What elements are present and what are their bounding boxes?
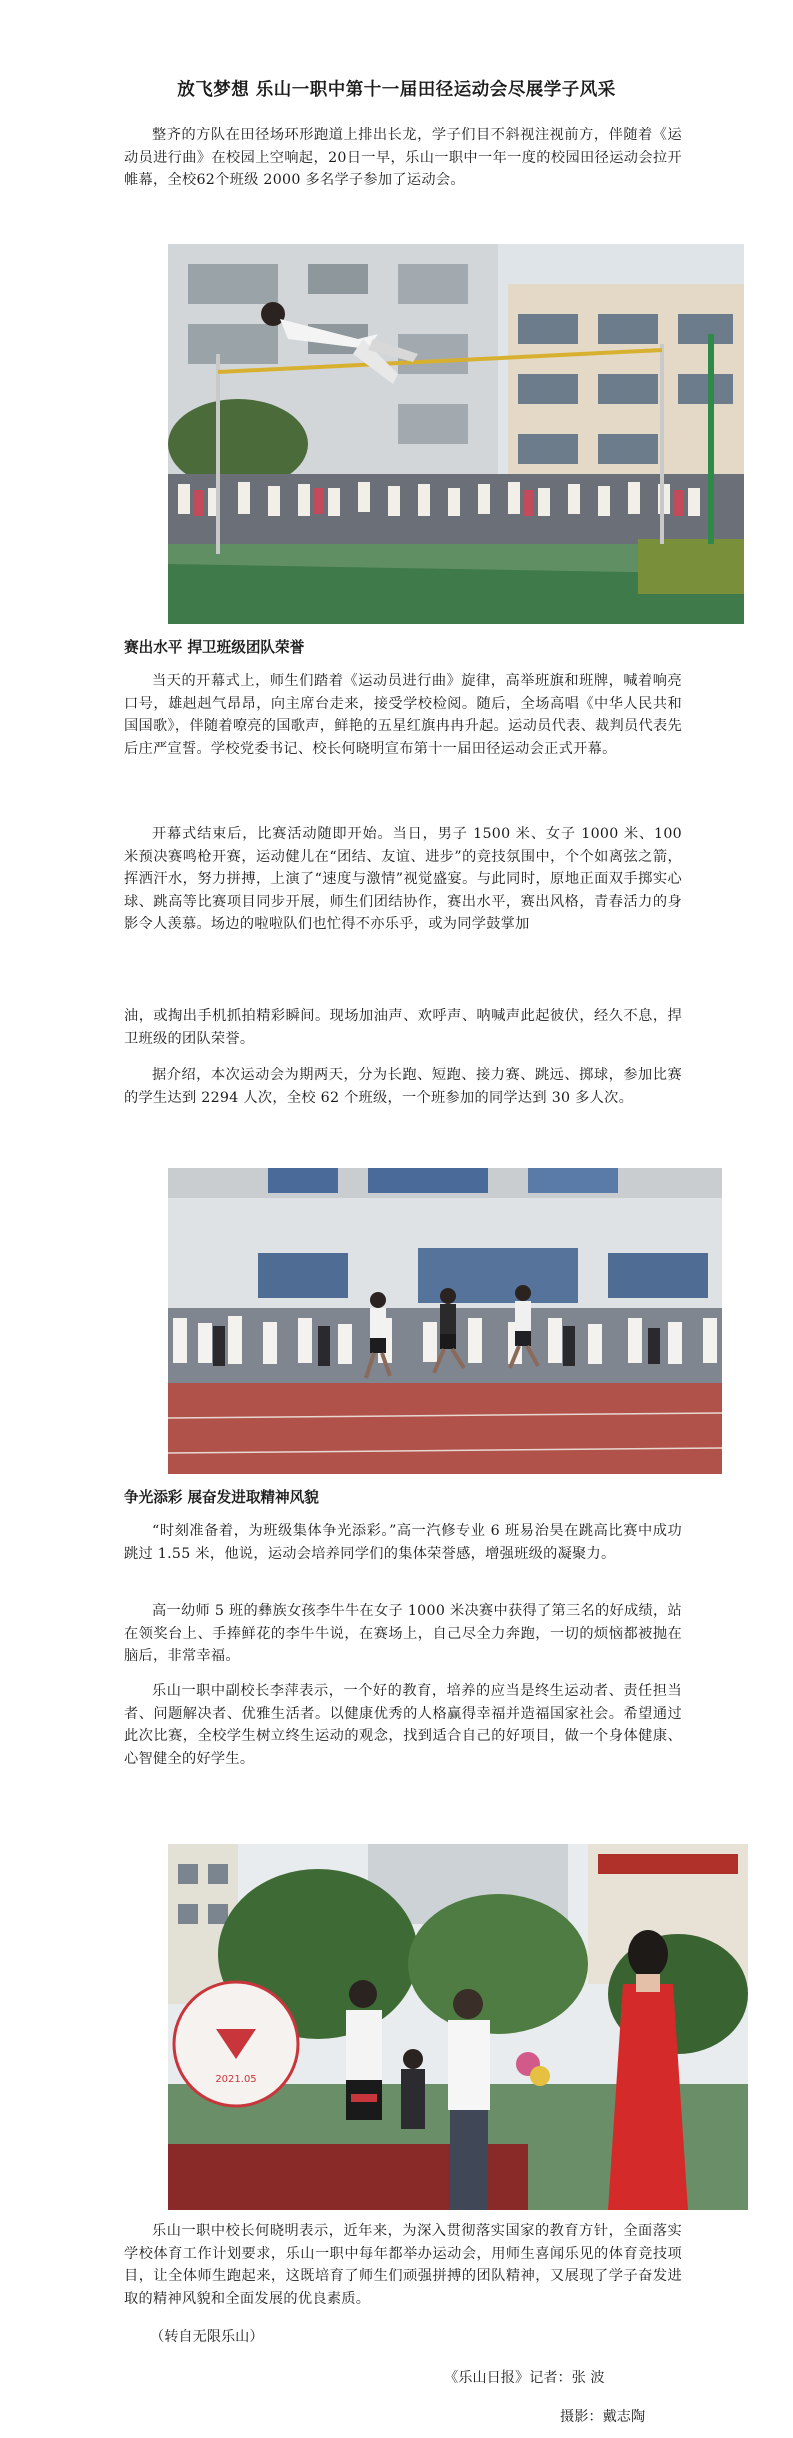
section1-paragraph-3: 据介绍，本次运动会为期两天，分为长跑、短跑、接力赛、跳远、掷球，参加比赛的学生达到 2294 人次，全校 62 个班级，一个班参加的同学达到 30 多人次。 xyxy=(124,1067,682,1106)
running-race-photo xyxy=(168,1168,722,1474)
section1-heading: 赛出水平 捍卫班级团队荣誉 xyxy=(124,639,305,656)
photographer-credit: 摄影：戴志陶 xyxy=(560,2409,646,2425)
section2-paragraph-1: “时刻准备着，为班级集体争光添彩。”高一汽修专业 6 班易治昊在跳高比赛中成功跳过 1.55 米，他说，运动会培养同学们的集体荣誉感，增强班级的凝聚力。 xyxy=(124,1523,682,1562)
high-jump-photo xyxy=(168,244,744,624)
source-note: （转自无限乐山） xyxy=(150,2329,264,2345)
section1-paragraph-1: 当天的开幕式上，师生们踏着《运动员进行曲》旋律，高举班旗和班牌，喊着响亮口号，雄赳赳气昂昂，向主席台走来，接受学校检阅。随后，全场高唱《中华人民共和国国歌》，伴随着嘹亮的国歌声，鲜艳的五星红旗冉冉升起。运动员代表、裁判员代表先后庄严宣誓。学校党委书记、校长何晓明宣布第十一届田径运动会正式开幕。 xyxy=(124,673,682,757)
section2-paragraph-3: 乐山一职中副校长李萍表示，一个好的教育，培养的应当是终生运动者、责任担当者、问题解决者、优雅生活者。以健康优秀的人格赢得幸福并造福国家社会。希望通过此次比赛，全校学生树立终生运动的观念，找到适合自己的好项目，做一个身体健康、心智健全的好学生。 xyxy=(124,1683,682,1767)
section1-paragraph-2a: 开幕式结束后，比赛活动随即开始。当日，男子 1500 米、女子 1000 米、100 米预决赛鸣枪开赛，运动健儿在“团结、友谊、进步”的竞技氛围中，个个如离弦之箭，挥洒汗水，努力拼搏，上演了“速度与激情”视觉盛宴。与此同时，原地正面双手掷实心球、跳高等比赛项目同步开展，师生们团结协作，赛出水平，赛出风格，青春活力的身影令人羡慕。场边的啦啦队们也忙得不亦乐乎，或为同学鼓掌加 xyxy=(124,826,682,933)
article-title: 放飞梦想 乐山一职中第十一届田径运动会尽展学子风采 xyxy=(177,80,616,100)
closing-paragraph: 乐山一职中校长何晓明表示，近年来，为深入贯彻落实国家的教育方针，全面落实学校体育工作计划要求，乐山一职中每年都举办运动会，用师生喜闻乐见的体育竞技项目，让全体师生跑起来，这既培育了师生们顽强拼搏的团队精神，又展现了学子奋发进取的精神风貌和全面发展的优良素质。 xyxy=(124,2223,682,2307)
section2-paragraph-2: 高一幼师 5 班的彝族女孩李牛牛在女子 1000 米决赛中获得了第三名的好成绩，站在领奖台上、手捧鲜花的李牛牛说，在赛场上，自己尽全力奔跑，一切的烦恼都被抛在脑后，非常幸福。 xyxy=(124,1603,682,1665)
intro-paragraph: 整齐的方队在田径场环形跑道上排出长龙，学子们目不斜视注视前方，伴随着《运动员进行曲》在校园上空响起，20日一早，乐山一职中一年一度的校园田径运动会拉开帷幕，全校62个班级 2000 多名学子参加了运动会。 xyxy=(124,127,682,189)
reporter-credit: 《乐山日报》记者：张 波 xyxy=(444,2370,605,2386)
section1-paragraph-2b: 油，或掏出手机抓拍精彩瞬间。现场加油声、欢呼声、呐喊声此起彼伏，经久不息，捍卫班级的团队荣誉。 xyxy=(124,1008,682,1047)
badge-date-text: 2021.05 xyxy=(215,2074,257,2085)
award-ceremony-photo xyxy=(168,1844,748,2210)
section2-heading: 争光添彩 展奋发进取精神风貌 xyxy=(124,1489,319,1506)
